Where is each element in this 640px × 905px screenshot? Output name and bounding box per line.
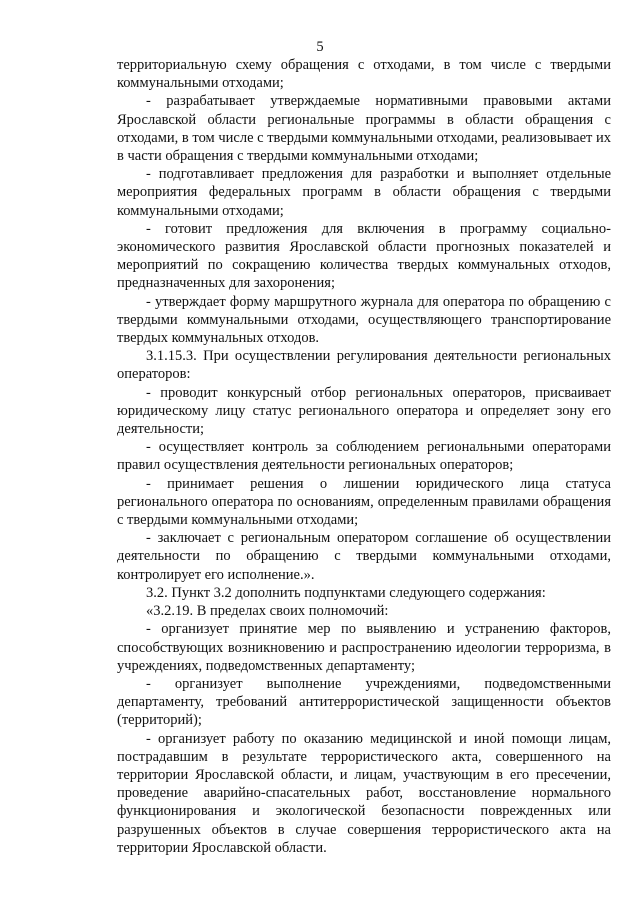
- paragraph: - утверждает форму маршрутного журнала для оператора по обращению с твердыми коммунальными отходами, осуществляющего транспортирование твердых коммунальных отходов.: [117, 293, 611, 347]
- paragraph: - организует работу по оказанию медицинской и иной помощи лицам, пострадавшим в результате террористического акта, совершенного на территории Ярославской области, и лицам, участвующим в его пресечении, проведение аварийно-спасательных работ, восстановление нормального функционирования и экологической безопасности поврежденных или разрушенных объектов в случае совершения террористического акта на территории Ярославской области.: [117, 730, 611, 856]
- paragraph: 3.1.15.3. При осуществлении регулирования деятельности региональных операторов:: [117, 348, 611, 383]
- document-body: [117, 56, 611, 857]
- paragraph: 3.2. Пункт 3.2 дополнить подпунктами следующего содержания:: [146, 584, 546, 601]
- paragraph: - подготавливает предложения для разработки и выполняет отдельные мероприятия федеральных программ в области обращения с твердыми коммунальными отходами;: [117, 166, 611, 219]
- page-number: 5: [316, 39, 324, 55]
- paragraph: - готовит предложения для включения в программу социально-экономического развития Ярославской области прогнозных показателей и мероприятий по сокращению количества твердых коммунальных отходов, предназначенных для захоронения;: [117, 220, 611, 292]
- paragraph: - заключает с региональным оператором соглашение об осуществлении деятельности по обращению с твердыми коммунальными отходами, контролирует его исполнение.».: [117, 530, 611, 583]
- paragraph: - организует принятие мер по выявлению и устранению факторов, способствующих возникновению и распространению идеологии терроризма, в учреждениях, подведомственных департаменту;: [117, 621, 611, 674]
- paragraph: - осуществляет контроль за соблюдением региональными операторами правил осуществления деятельности региональных операторов;: [117, 439, 611, 474]
- paragraph: - принимает решения о лишении юридического лица статуса регионального оператора по основаниям, определенным правилами обращения с твердыми коммунальными отходами;: [117, 475, 611, 529]
- paragraph: - разрабатывает утверждаемые нормативными правовыми актами Ярославской области региональные программы в области обращения с отходами, в том числе с твердыми коммунальными отходами, реализовывает их в части обращения с твердыми коммунальными отходами;: [117, 93, 611, 165]
- paragraph: территориальную схему обращения с отходами, в том числе с твердыми коммунальными отходами;: [117, 57, 611, 92]
- paragraph: - организует выполнение учреждениями, подведомственными департаменту, требований антитеррористической защищенности объектов (территорий);: [117, 675, 611, 729]
- paragraph: - проводит конкурсный отбор региональных операторов, присваивает юридическому лицу статус регионального оператора и определяет зону его деятельности;: [117, 384, 611, 438]
- paragraph: «3.2.19. В пределах своих полномочий:: [146, 603, 389, 620]
